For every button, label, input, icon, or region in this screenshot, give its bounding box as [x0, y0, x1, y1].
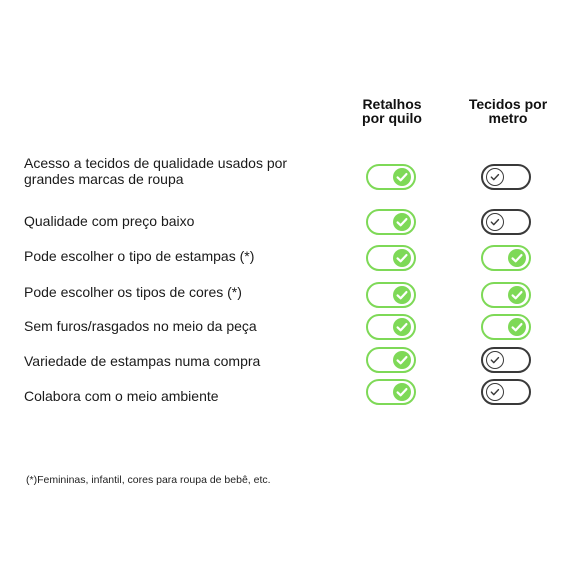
toggle-retalhos-5[interactable] [366, 347, 416, 373]
toggle-tecidos-3[interactable] [481, 282, 531, 308]
check-circle-icon [393, 318, 411, 336]
check-circle-icon [486, 168, 504, 186]
check-circle-icon [486, 351, 504, 369]
column-header-retalhos-line1: Retalhos [362, 96, 422, 112]
toggle-retalhos-0[interactable] [366, 164, 416, 190]
toggle-tecidos-5[interactable] [481, 347, 531, 373]
toggle-retalhos-2[interactable] [366, 245, 416, 271]
toggle-retalhos-6[interactable] [366, 379, 416, 405]
check-circle-icon [393, 383, 411, 401]
toggle-retalhos-3[interactable] [366, 282, 416, 308]
column-header-tecidos-line2: metro [488, 110, 528, 126]
row-label-4: Sem furos/rasgados no meio da peça [24, 318, 257, 334]
row-label-0: Acesso a tecidos de qualidade usados por grandes marcas de roupa [24, 155, 288, 187]
row-label-2: Pode escolher o tipo de estampas (*) [24, 248, 255, 264]
toggle-retalhos-4[interactable] [366, 314, 416, 340]
toggle-tecidos-0[interactable] [481, 164, 531, 190]
toggle-retalhos-1[interactable] [366, 209, 416, 235]
check-circle-icon [393, 168, 411, 186]
row-label-6: Colabora com o meio ambiente [24, 388, 219, 404]
toggle-tecidos-2[interactable] [481, 245, 531, 271]
check-circle-icon [508, 286, 526, 304]
toggle-tecidos-4[interactable] [481, 314, 531, 340]
row-label-3: Pode escolher os tipos de cores (*) [24, 284, 242, 300]
toggle-tecidos-6[interactable] [481, 379, 531, 405]
check-circle-icon [486, 383, 504, 401]
column-header-retalhos-line2: por quilo [362, 110, 422, 126]
column-header-tecidos [453, 97, 563, 125]
check-circle-icon [393, 213, 411, 231]
column-header-tecidos-line1: Tecidos por [468, 96, 548, 112]
footnote: (*)Femininas, infantil, cores para roupa de bebê, etc. [26, 474, 271, 486]
check-circle-icon [393, 351, 411, 369]
check-circle-icon [393, 286, 411, 304]
column-header-retalhos [337, 97, 447, 125]
row-label-5: Variedade de estampas numa compra [24, 353, 261, 369]
toggle-tecidos-1[interactable] [481, 209, 531, 235]
check-circle-icon [486, 213, 504, 231]
check-circle-icon [393, 249, 411, 267]
row-label-1: Qualidade com preço baixo [24, 213, 195, 229]
check-circle-icon [508, 318, 526, 336]
check-circle-icon [508, 249, 526, 267]
